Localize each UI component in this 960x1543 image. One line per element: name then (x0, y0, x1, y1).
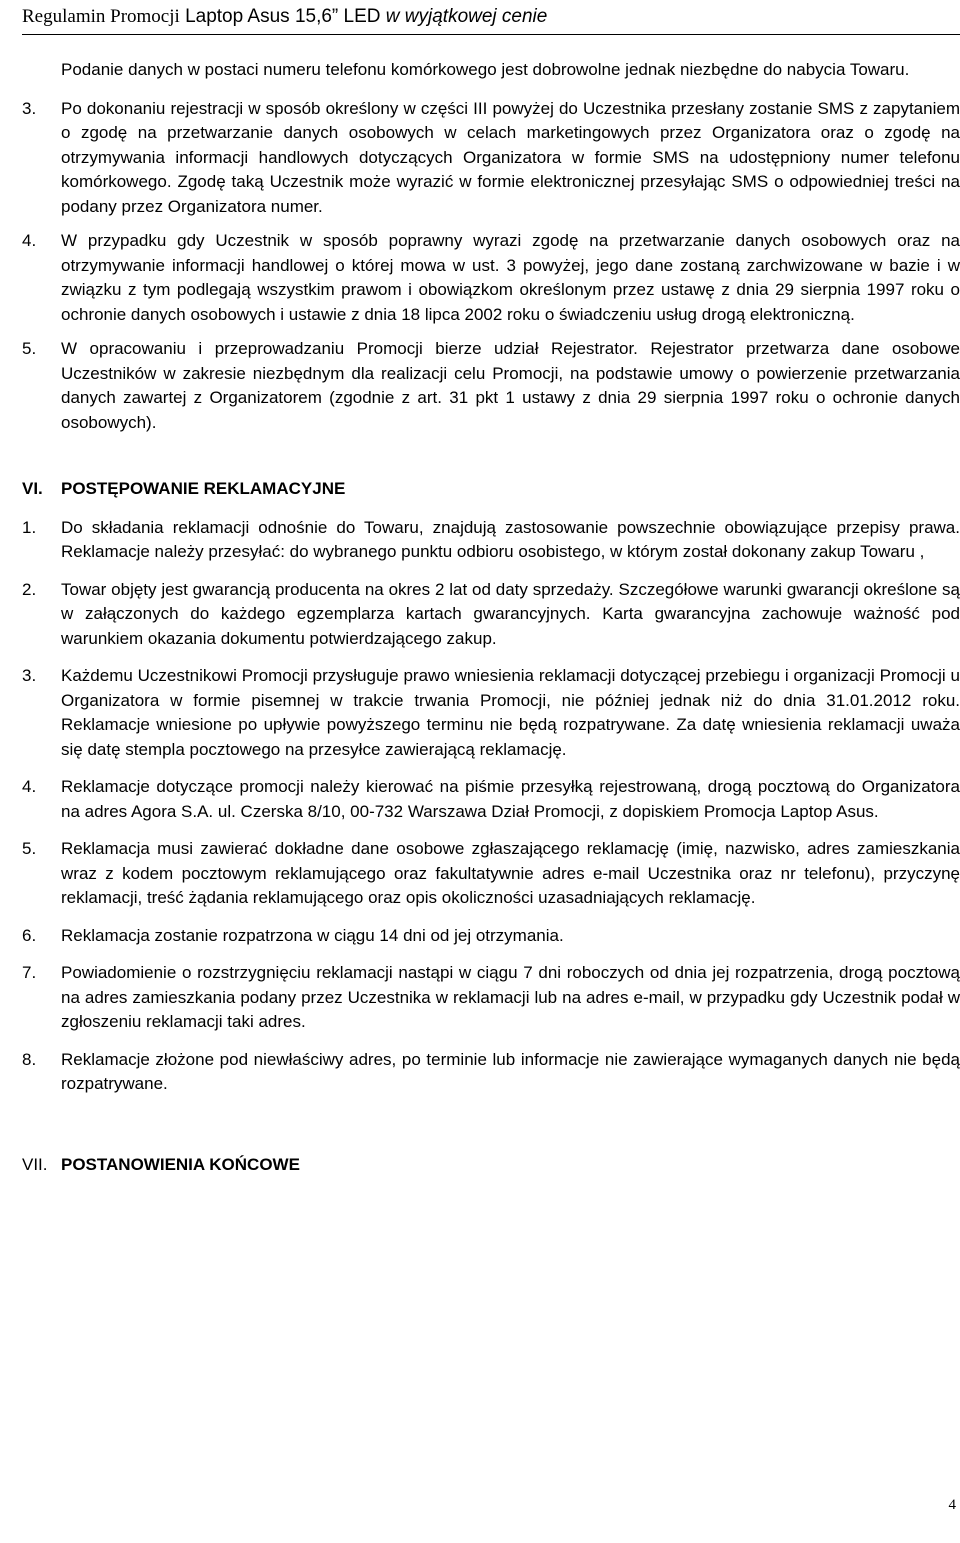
list-item (22, 961, 960, 1035)
item-text: W opracowaniu i przeprowadzaniu Promocji bierze udział Rejestrator. Rejestrator przetwarza dane osobowe Uczestników w zakresie niezbędnym dla realizacji celu Promocji, na podstawie umowy o powierzenie przetwarzania danych zawartej z Organizatorem (zgodnie z art. 31 pkt 1 ustawy z dnia 29 sierpnia 1997 roku o ochronie danych osobowych). (61, 339, 960, 432)
list-item (22, 229, 960, 327)
item-number: 2. (22, 579, 37, 599)
header-regulation-title: Regulamin Promocji (22, 6, 180, 27)
item-number: 8. (22, 1049, 37, 1069)
item-number: 4. (22, 231, 37, 250)
section-title: POSTĘPOWANIE REKLAMACYJNE (61, 479, 346, 498)
item-number: 5. (22, 839, 37, 858)
document-body (22, 58, 960, 1177)
list-item (22, 837, 960, 911)
item-text: Towar objęty jest gwarancją producenta na okres 2 lat od daty sprzedaży. Szczegółowe warunki gwarancji określone są w załączonych do każdego egzemplarza kartach gwarancyjnych. Karta gwarancyjna zachowuje ważność pod warunkiem okazania dokumentu potwierdzającego zakup. (61, 579, 960, 648)
section-title: POSTANOWIENIA KOŃCOWE (61, 1154, 300, 1174)
item-text: Reklamacje dotyczące promocji należy kierować na piśmie przesyłką rejestrowaną, drogą pocztową do Organizatora na adres Agora S.A. ul. Czerska 8/10, 00-732 Warszawa Dział Promocji, z dopiskiem Promocja Laptop Asus. (61, 777, 960, 821)
item-text: Po dokonaniu rejestracji w sposób określony w części III powyżej do Uczestnika przesłany zostanie SMS z zapytaniem o zgodę na przetwarzanie danych osobowych w celach marketingowych przez Organizatora oraz o zgodę na otrzymywania informacji handlowych dotyczących Organizatora w formie SMS na udostępniony numer telefonu komórkowego. Zgodę taką Uczestnik może wyrazić w formie elektronicznej przesyłając SMS o odpowiedniej treści na podany przez Organizatora numer. (61, 98, 960, 216)
item-number: 4. (22, 777, 37, 796)
header-product-name: Laptop Asus 15,6” LED (185, 6, 381, 27)
item-text: Reklamacja zostanie rozpatrzona w ciągu 14 dni od jej otrzymania. (61, 925, 564, 945)
list-item (22, 516, 960, 565)
page-header (22, 0, 960, 35)
item-text: Do składania reklamacji odnośnie do Towaru, znajdują zastosowanie powszechnie obowiązujące przepisy prawa. Reklamacje należy przesyłać: do wybranego punktu odbioru osobistego, w którym został dokonany zakup Towaru , (61, 517, 960, 561)
item-text: Powiadomienie o rozstrzygnięciu reklamacji nastąpi w ciągu 7 dni roboczych od dnia jej rozpatrzenia, drogą pocztową na adres zamieszkania podany przez Uczestnika w reklamacji lub na adres e-mail, w przypadku gdy Uczestnik podał w zgłoszeniu reklamacji taki adres. (61, 963, 960, 1031)
item-text: Reklamacje złożone pod niewłaściwy adres, po terminie lub informacje nie zawierające wymaganych danych nie będą rozpatrywane. (61, 1049, 960, 1093)
item-number: 3. (22, 666, 37, 685)
section-number: VI. (22, 479, 43, 498)
list-item (22, 578, 960, 652)
item-number: 6. (22, 925, 37, 945)
intro-paragraph: Podanie danych w postaci numeru telefonu komórkowego jest dobrowolne jednak niezbędne do nabycia Towaru. (61, 60, 910, 79)
section-heading-vii (22, 1153, 960, 1178)
item-number: 5. (22, 339, 37, 358)
list-item (22, 97, 960, 220)
item-number: 3. (22, 98, 37, 118)
item-text: Każdemu Uczestnikowi Promocji przysługuje prawo wniesienia reklamacji dotyczącej przebiegu i organizacji Promocji u Organizatora w formie pisemnej w trakcie trwania Promocji, nie później jednak niż do dnia 31.01.2012 roku. Reklamacje wniesione po upływie powyższego terminu nie będą rozpatrywane. Za datę wniesienia reklamacji uważa się datę stempla pocztowego na przesyłce zawierającą reklamację. (61, 666, 960, 759)
section-number: VII. (22, 1154, 48, 1174)
item-text: W przypadku gdy Uczestnik w sposób poprawny wyrazi zgodę na przetwarzanie danych osobowych oraz na otrzymywanie informacji handlowej o której mowa w ust. 3 powyżej, jego dane zostaną zarchwizowane w bazie i w związku z tym podlegają wszystkim prawom i obowiązkom określonym przez ustawę z dnia 29 sierpnia 1997 roku o ochronie danych osobowych i ustawie z dnia 18 lipca 2002 roku o świadczeniu usług drogą elektroniczną. (61, 231, 960, 324)
page-number: 4 (948, 1497, 956, 1513)
list-item (22, 664, 960, 762)
header-offer-tagline: w wyjątkowej cenie (385, 6, 548, 27)
list-item (22, 924, 960, 949)
list-item (22, 775, 960, 824)
item-number: 7. (22, 963, 37, 982)
item-text: Reklamacja musi zawierać dokładne dane osobowe zgłaszającego reklamację (imię, nazwisko, adres zamieszkania wraz z kodem pocztowym reklamującego oraz fakultatywnie adres e-mail Uczestnika oraz nr telefonu), przyczynę reklamacji, treść żądania reklamującego oraz opis okoliczności uzasadniających reklamację. (61, 839, 960, 907)
list-item (22, 337, 960, 435)
list-item (22, 1048, 960, 1097)
item-number: 1. (22, 517, 37, 537)
section-heading-vi (22, 477, 960, 502)
